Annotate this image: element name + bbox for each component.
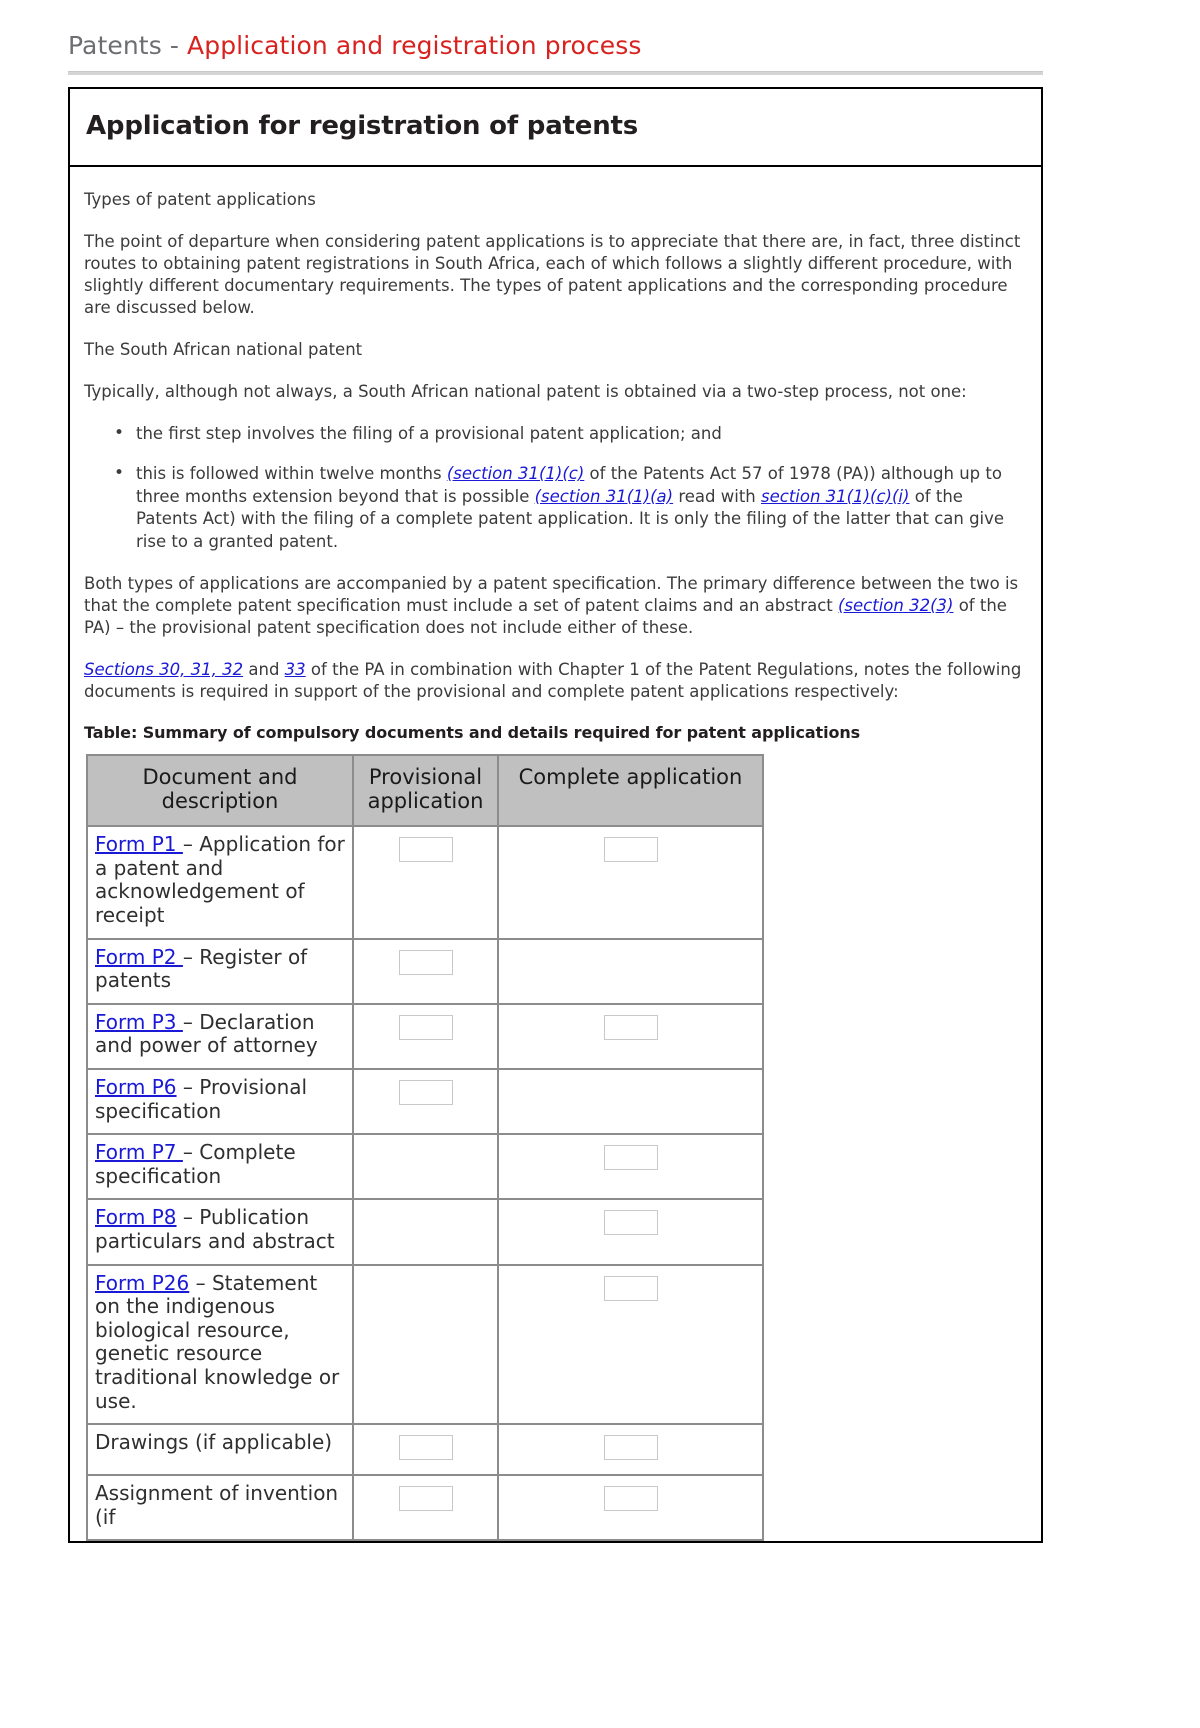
table-cell-complete xyxy=(498,826,763,938)
table-cell-document-description xyxy=(87,1199,353,1264)
checkbox-provisional-checkbox[interactable] xyxy=(399,950,453,975)
table-cell-description-text: Drawings (if applicable) xyxy=(95,1430,333,1455)
breadcrumb xyxy=(68,30,1043,75)
checkbox-provisional-checkbox[interactable] xyxy=(399,1486,453,1511)
link-form-p1[interactable]: Form P1 xyxy=(95,832,183,857)
panel-body xyxy=(70,167,1041,1541)
bullet-first-step-text: the first step involves the filing of a provisional patent application; and xyxy=(136,423,722,443)
table-cell-document-description xyxy=(87,1004,353,1069)
table-header-complete: Complete application xyxy=(498,755,763,827)
breadcrumb-separator: - xyxy=(161,31,188,60)
table-cell-complete xyxy=(498,1265,763,1425)
link-sections-30-31-32[interactable]: Sections 30, 31, 32 xyxy=(84,659,244,679)
list-item xyxy=(136,423,1027,445)
table-cell-provisional xyxy=(353,1004,498,1069)
table-caption: Table: Summary of compulsory documents and details required for patent applications xyxy=(84,722,861,742)
link-form-p26[interactable]: Form P26 xyxy=(95,1270,190,1295)
two-step-bullet-list xyxy=(84,423,1027,553)
table-row xyxy=(87,1199,763,1264)
table-cell-complete xyxy=(498,1134,763,1199)
checkbox-provisional-checkbox[interactable] xyxy=(399,1015,453,1040)
table-cell-complete xyxy=(498,1424,763,1475)
checkbox-complete-checkbox[interactable] xyxy=(604,837,658,862)
table-row xyxy=(87,939,763,1004)
table-cell-provisional xyxy=(353,1265,498,1425)
link-form-p2[interactable]: Form P2 xyxy=(95,944,183,969)
table-cell-complete xyxy=(498,1004,763,1069)
breadcrumb-text xyxy=(68,30,1043,61)
checkbox-provisional-checkbox[interactable] xyxy=(399,1080,453,1105)
table-cell-description-text: Assignment of invention (if xyxy=(95,1481,339,1529)
table-cell-provisional xyxy=(353,1199,498,1264)
table-row xyxy=(87,1069,763,1134)
page-title: Application for registration of patents xyxy=(86,111,639,142)
checkbox-complete-checkbox[interactable] xyxy=(604,1015,658,1040)
table-cell-provisional xyxy=(353,1475,498,1540)
paragraph-sections-text-b: of the PA in combination with Chapter 1 of the Patent Regulations, notes the following documents is required in support of the provisional and complete patent applications respectively: xyxy=(84,659,1022,701)
link-section-33[interactable]: 33 xyxy=(284,659,306,679)
table-row xyxy=(87,826,763,938)
table-cell-provisional xyxy=(353,1424,498,1475)
table-cell-provisional xyxy=(353,1134,498,1199)
bullet-second-step-text-d: of the Patents Act) with the filing of a complete patent application. It is only the filing of the latter that can give rise to a granted patent. xyxy=(136,486,1005,551)
checkbox-complete-checkbox[interactable] xyxy=(604,1276,658,1301)
section-heading-types: Types of patent applications xyxy=(84,190,316,210)
table-cell-description-text: – Publication particulars and abstract xyxy=(95,1205,335,1253)
checkbox-provisional-checkbox[interactable] xyxy=(399,837,453,862)
link-form-p6[interactable]: Form P6 xyxy=(95,1074,177,1099)
link-section-31-1-c[interactable]: (section 31(1)(c) xyxy=(446,464,585,484)
paragraph-both-types xyxy=(84,573,1027,639)
section-heading-national-patent: The South African national patent xyxy=(84,339,363,359)
table-cell-description-text: – Declaration and power of attorney xyxy=(95,1009,318,1058)
checkbox-complete-checkbox[interactable] xyxy=(604,1210,658,1235)
table-header-document: Document and description xyxy=(87,755,353,827)
breadcrumb-root[interactable]: Patents xyxy=(68,31,162,60)
link-section-31-1-c-i[interactable]: section 31(1)(c)(i) xyxy=(761,486,910,506)
table-cell-provisional xyxy=(353,939,498,1004)
document-page xyxy=(0,30,1200,1728)
table-cell-complete xyxy=(498,939,763,1004)
table-cell-description-text: – Provisional specification xyxy=(95,1074,308,1123)
paragraph-sections-text-a: and xyxy=(243,659,285,679)
panel-header xyxy=(70,89,1041,167)
table-cell-provisional xyxy=(353,826,498,938)
bullet-second-step-text-a: this is followed within twelve months xyxy=(136,464,447,484)
table-cell-document-description xyxy=(87,939,353,1004)
compulsory-documents-table xyxy=(86,754,764,1542)
table-cell-complete xyxy=(498,1199,763,1264)
checkbox-complete-checkbox[interactable] xyxy=(604,1145,658,1170)
paragraph-sections-list xyxy=(84,659,1027,703)
bullet-second-step-text-c: read with xyxy=(673,486,761,506)
link-section-31-1-a[interactable]: (section 31(1)(a) xyxy=(534,486,674,506)
table-cell-document-description xyxy=(87,1424,353,1475)
paragraph-point-of-departure: The point of departure when considering patent applications is to appreciate that there are, in fact, three distinct routes to obtaining patent registrations in South Africa, each of which follows a slightly different procedure, with slightly different documentary requirements. The types of patent applications and the corresponding procedure are discussed below. xyxy=(84,232,1021,317)
table-cell-document-description xyxy=(87,826,353,938)
link-form-p8[interactable]: Form P8 xyxy=(95,1205,177,1230)
table-row xyxy=(87,1134,763,1199)
table-cell-description-text: – Application for a patent and acknowledgement of receipt xyxy=(95,832,345,927)
table-cell-provisional xyxy=(353,1069,498,1134)
paragraph-both-text-b: of the PA) – the provisional patent specification does not include either of these. xyxy=(84,595,1007,637)
link-form-p3[interactable]: Form P3 xyxy=(95,1009,183,1034)
list-item xyxy=(136,463,1027,553)
bullet-second-step-text-b: of the Patents Act 57 of 1978 (PA)) although up to three months extension beyond that is possible xyxy=(136,464,1002,506)
table-cell-description-text: – Complete specification xyxy=(95,1140,296,1188)
table-cell-complete xyxy=(498,1475,763,1540)
checkbox-provisional-checkbox[interactable] xyxy=(399,1435,453,1460)
table-cell-complete xyxy=(498,1069,763,1134)
table-cell-document-description xyxy=(87,1069,353,1134)
table-cell-description-text: – Statement on the indigenous biological resource, genetic resource traditional knowledge or use. xyxy=(95,1270,340,1413)
breadcrumb-divider xyxy=(68,71,1043,75)
checkbox-complete-checkbox[interactable] xyxy=(604,1486,658,1511)
table-row xyxy=(87,1424,763,1475)
table-row xyxy=(87,1004,763,1069)
link-section-32-3[interactable]: (section 32(3) xyxy=(837,595,954,615)
table-row xyxy=(87,1475,763,1540)
table-body xyxy=(87,826,763,1540)
paragraph-typically: Typically, although not always, a South African national patent is obtained via a two-step process, not one: xyxy=(84,381,967,401)
table-cell-description-text: – Register of patents xyxy=(95,944,308,993)
paragraph-both-text-a: Both types of applications are accompanied by a patent specification. The primary difference between the two is that the complete patent specification must include a set of patent claims and an abstract xyxy=(84,574,1019,615)
table-header-provisional: Provisional application xyxy=(353,755,498,827)
checkbox-complete-checkbox[interactable] xyxy=(604,1435,658,1460)
table-cell-document-description xyxy=(87,1134,353,1199)
link-form-p7[interactable]: Form P7 xyxy=(95,1140,183,1165)
content-panel xyxy=(68,87,1043,1543)
table-cell-document-description xyxy=(87,1475,353,1540)
table-cell-document-description xyxy=(87,1265,353,1425)
table-row xyxy=(87,1265,763,1425)
table-header-row xyxy=(87,755,763,827)
breadcrumb-current: Application and registration process xyxy=(187,31,642,60)
